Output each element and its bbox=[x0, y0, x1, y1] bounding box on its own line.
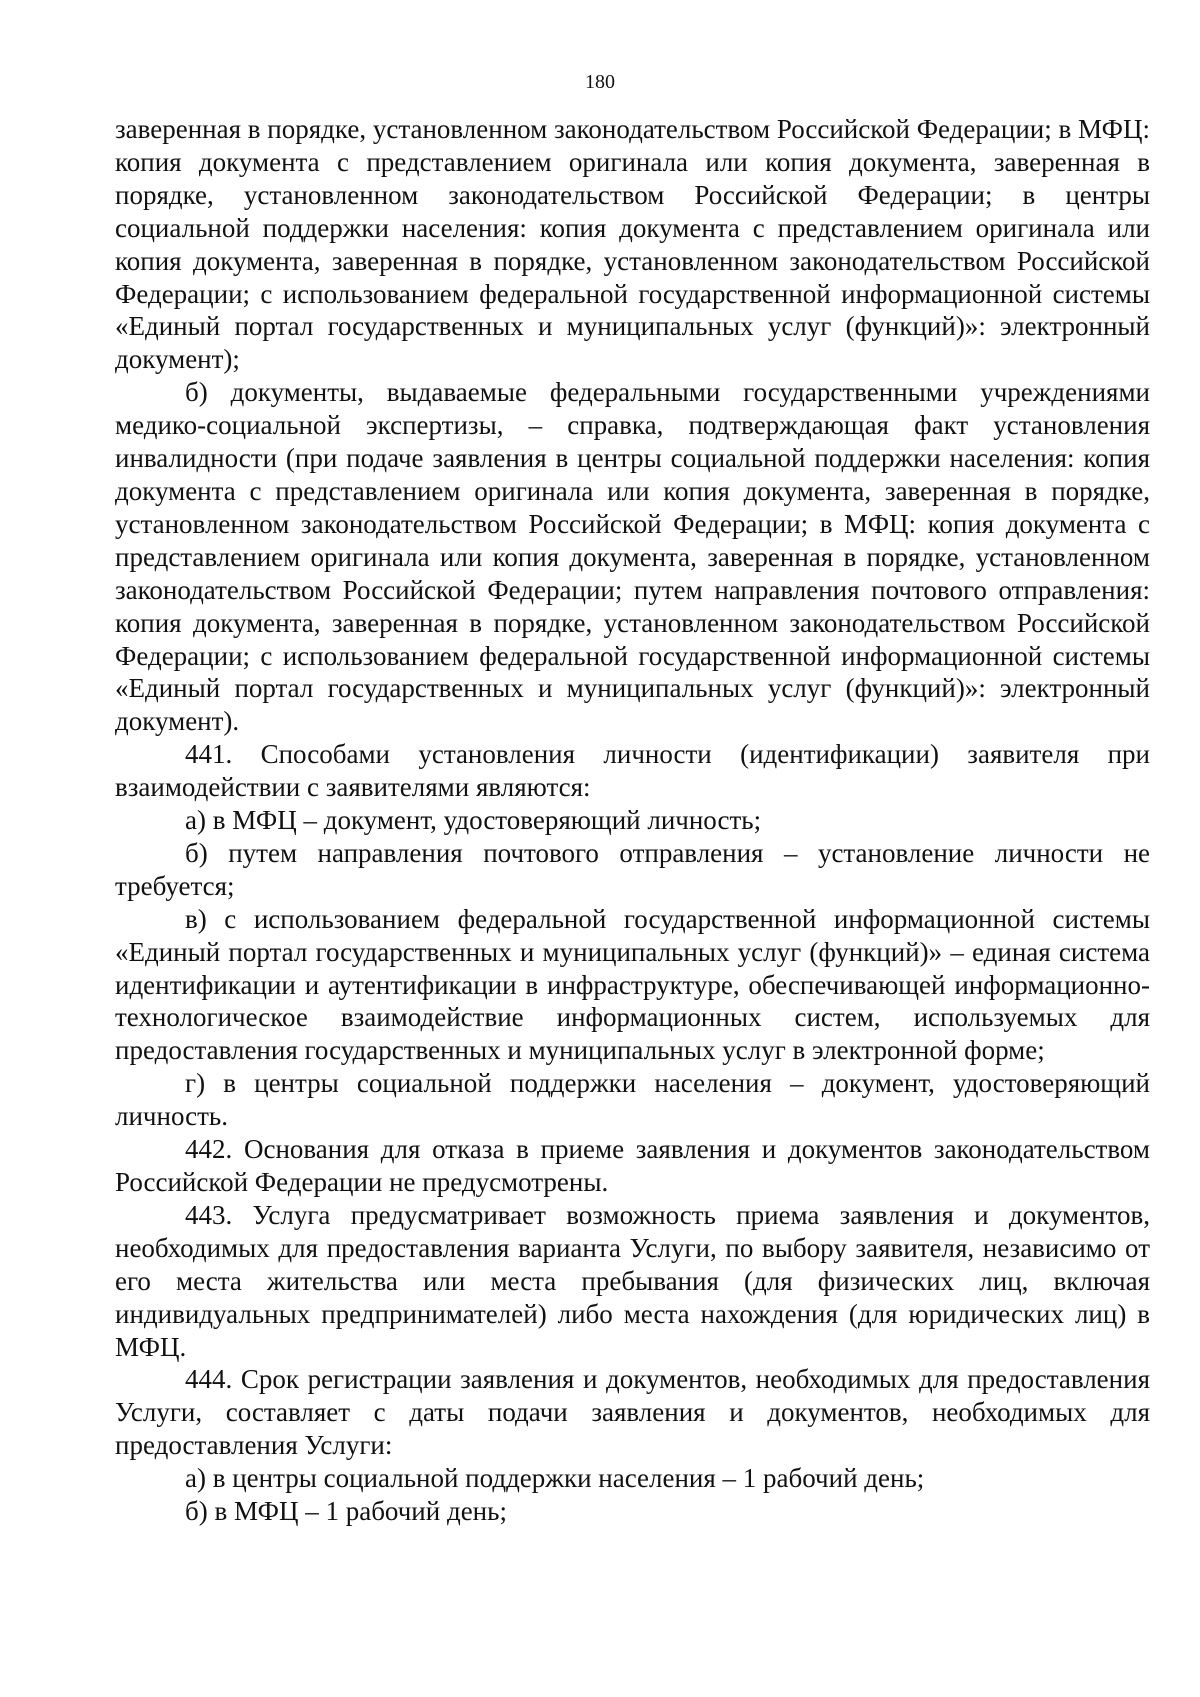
paragraph-item-b-documents: б) документы, выдаваемые федеральными государственными учреждениями медико-социальной экспертизы, – справка, подтверждающая факт установления инвалидности (при подаче заявления в центры социальной поддержки населения: копия документа с представлением оригинала или копия документа, заверенная в порядке, установленном законодательством Российской Федерации; в МФЦ: копия документа с представлением оригинала или копия документа, заверенная в порядке, установленном законодательством Российской Федерации; путем направления почтового отправления: копия документа, заверенная в порядке, установленном законодательством Российской Федерации; с использованием федеральной государственной информационной системы «Единый портал государственных и муниципальных услуг (функций)»: электронный документ). bbox=[115, 377, 1150, 737]
paragraph-continuation: заверенная в порядке, установленном законодательством Российской Федерации; в МФЦ: копия документа с представлением оригинала или копия документа, заверенная в порядке, установленном законодательством Российской Федерации; в центры социальной поддержки населения: копия документа с представлением оригинала или копия документа, заверенная в порядке, установленном законодательством Российской Федерации; с использованием федеральной государственной информационной системы «Единый портал государственных и муниципальных услуг (функций)»: электронный документ); bbox=[115, 114, 1150, 375]
paragraph-441: 441. Способами установления личности (идентификации) заявителя при взаимодействии с заявителями являются: bbox=[115, 739, 1150, 803]
paragraph-441-item-v: в) с использованием федеральной государственной информационной системы «Единый портал государственных и муниципальных услуг (функций)» – единая система идентификации и аутентификации в инфраструктуре, обеспечивающей информационно-технологическое взаимодействие информационных систем, используемых для предоставления государственных и муниципальных услуг в электронной форме; bbox=[115, 903, 1150, 1066]
paragraph-444-item-b: б) в МФЦ – 1 рабочий день; bbox=[185, 1496, 507, 1527]
paragraph-444: 444. Срок регистрации заявления и документов, необходимых для предоставления Услуги, составляет с даты подачи заявления и документов, необходимых для предоставления Услуги: bbox=[115, 1364, 1150, 1461]
paragraph-442: 442. Основания для отказа в приеме заявления и документов законодательством Российской Федерации не предусмотрены. bbox=[115, 1134, 1150, 1197]
document-body bbox=[115, 113, 1150, 1528]
paragraph-441-item-a: а) в МФЦ – документ, удостоверяющий личность; bbox=[185, 805, 762, 836]
paragraph-444-item-a: а) в центры социальной поддержки населения – 1 рабочий день; bbox=[185, 1463, 925, 1494]
paragraph-443: 443. Услуга предусматривает возможность приема заявления и документов, необходимых для предоставления варианта Услуги, по выбору заявителя, независимо от его места жительства или места пребывания (для физических лиц, включая индивидуальных предпринимателей) либо места нахождения (для юридических лиц) в МФЦ. bbox=[115, 1199, 1150, 1362]
paragraph-441-item-g: г) в центры социальной поддержки населения – документ, удостоверяющий личность. bbox=[115, 1068, 1150, 1132]
page-number: 180 bbox=[585, 71, 615, 93]
paragraph-441-item-b: б) путем направления почтового отправления – установление личности не требуется; bbox=[115, 837, 1150, 901]
